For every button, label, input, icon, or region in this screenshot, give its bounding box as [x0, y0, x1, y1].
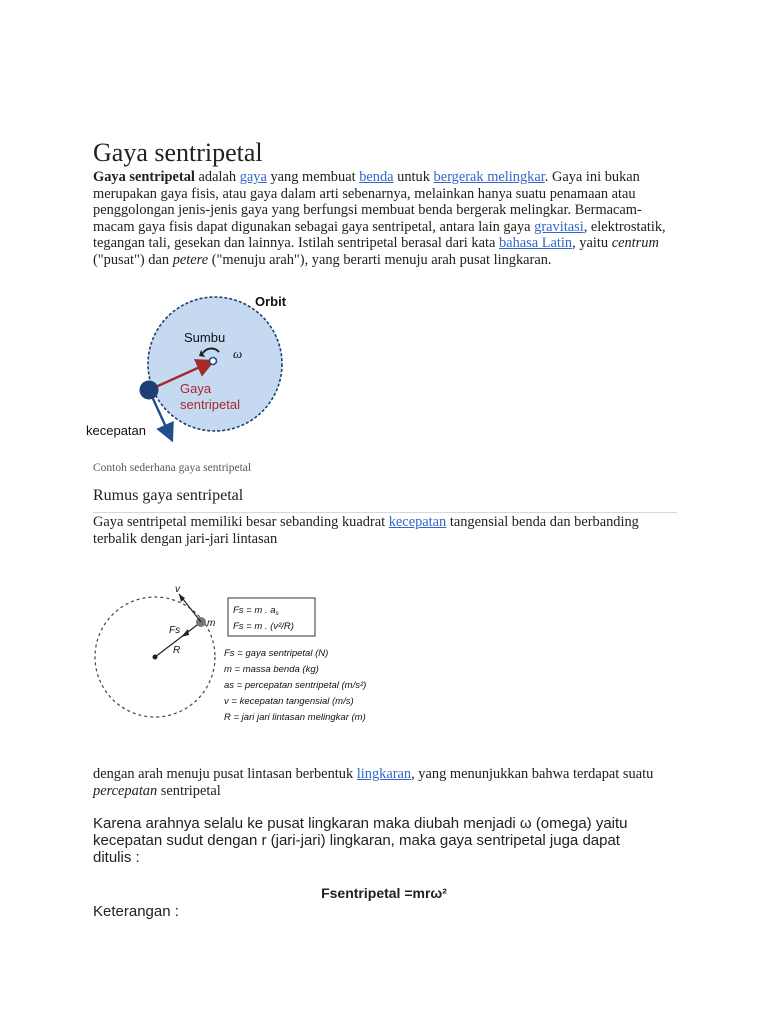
link-bahasa-latin[interactable]: bahasa Latin: [498, 235, 573, 252]
axis-label: Sumbu: [184, 330, 226, 345]
force-label-2: sentripetal: [180, 397, 240, 412]
fs-label: Fs: [169, 625, 181, 636]
force-label-1: Gaya: [180, 381, 212, 396]
italic-centrum: centrum: [611, 235, 659, 252]
intro-text: untuk: [393, 169, 434, 185]
italic-percepatan: percepatan: [93, 782, 158, 799]
figure-caption: Contoh sederhana gaya sentripetal: [93, 462, 252, 474]
velocity-label: kecepatan: [86, 423, 146, 438]
legend-line: as = percepatan sentripetal (m/s²): [224, 680, 367, 691]
term-bold: Gaya sentripetal: [93, 169, 195, 185]
intro-text: , elektrostatik, tegangan tali, gesekan dan lainnya. Istilah sentripetal berasal dari kata: [93, 218, 666, 252]
keterangan-label: Keterangan :: [93, 903, 179, 920]
link-gravitasi[interactable]: gravitasi: [534, 218, 584, 235]
intro-text: adalah: [194, 169, 240, 185]
legend-line: R = jari jari lintasan melingkar (m): [224, 712, 366, 723]
legend-line: m = massa benda (kg): [224, 664, 319, 675]
p3-text: , yang menunjukkan bahwa terdapat suatu: [411, 766, 654, 782]
italic-petere: petere: [172, 251, 209, 268]
legend-line: Fs = gaya sentripetal (N): [224, 648, 329, 659]
section-divider: [93, 512, 677, 513]
link-bergerak-melingkar[interactable]: bergerak melingkar: [433, 169, 545, 185]
link-lingkaran[interactable]: lingkaran: [356, 766, 412, 782]
formula-box-line-1: Fs = m . $a_s$: [233, 605, 279, 617]
formula-legend: [224, 648, 366, 723]
formula-line: Fsentripetal =mrω²: [321, 885, 447, 901]
p2-text: Gaya sentripetal memiliki besar sebanding kuadrat: [93, 514, 389, 530]
p3-text: sentripetal: [157, 782, 221, 799]
page-title: Gaya sentripetal: [93, 138, 263, 167]
intro-text: ("menuju arah"), yang berarti menuju arah pusat lingkaran.: [208, 251, 552, 268]
link-benda[interactable]: benda: [359, 169, 394, 185]
formula-intro-paragraph: [93, 514, 683, 547]
intro-text: , yaitu: [572, 235, 612, 252]
formula-box-line-2: Fs = m . (v²/R): [233, 621, 294, 632]
axis-point: [210, 358, 217, 365]
orbit-label: Orbit: [255, 294, 287, 309]
intro-text: ("pusat") dan: [93, 251, 173, 268]
p3-text: dengan arah menuju pusat lintasan berbentuk: [93, 766, 357, 782]
force-arrowhead-icon: [181, 629, 189, 637]
moving-body: [140, 381, 159, 400]
legend-line: v = kecepatan tangensial (m/s): [224, 696, 354, 707]
section-heading: Rumus gaya sentripetal: [93, 487, 244, 504]
direction-paragraph: [93, 766, 683, 799]
intro-text: yang membuat: [266, 169, 360, 185]
intro-text: . Gaya ini bukan merupakan gaya fisis, atau gaya dalam arti sebenarnya, melainkan hanya suatu penamaan atau penggolongan jenis-jenis gaya yang berfungsi membuat benda bergerak melingkar. Bermacam-macam gaya fisis dapat digunakan sebagai gaya sentripetal, antara lain gaya: [93, 169, 642, 235]
m-label: m: [207, 618, 216, 629]
v-label: v: [175, 584, 180, 595]
link-kecepatan[interactable]: kecepatan: [388, 514, 447, 530]
omega-paragraph: Karena arahnya selalu ke pusat lingkaran maka diubah menjadi ω (omega) yaitu kecepatan sudut dengan r (jari-jari) lingkaran, maka gaya sentripetal juga dapat ditulis :: [93, 815, 628, 866]
link-gaya[interactable]: gaya: [239, 169, 267, 185]
p2-text: tangensial benda dan berbanding terbalik dengan jari-jari lintasan: [93, 514, 639, 547]
omega-label: ω: [233, 346, 243, 361]
r-label: R: [173, 645, 181, 656]
centripetal-orbit-figure: [86, 290, 313, 450]
intro-paragraph: [93, 169, 683, 269]
centripetal-formula-figure: [93, 582, 423, 732]
center-dot: [153, 655, 158, 660]
